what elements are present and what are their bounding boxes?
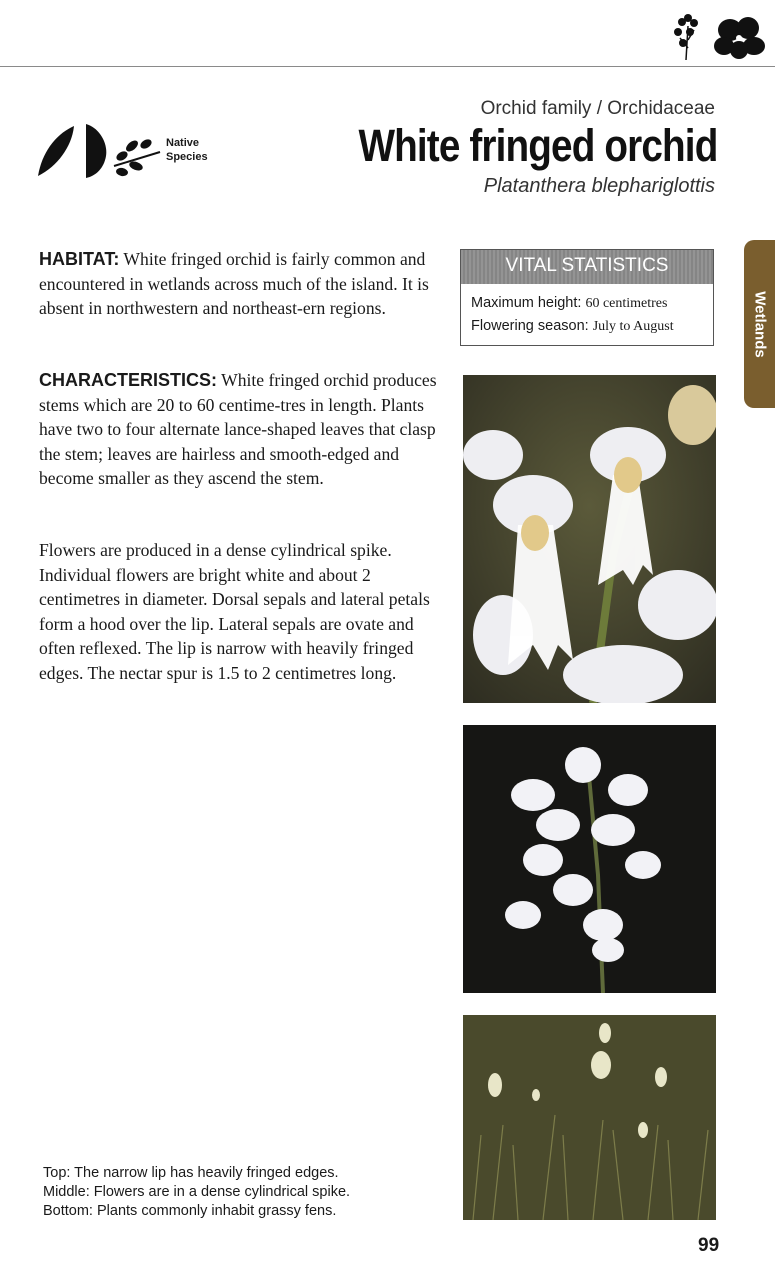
caption-bottom: Bottom: Plants commonly inhabit grassy fens.: [43, 1203, 337, 1219]
habitat-paragraph: [39, 247, 439, 321]
native-label-line1: Native: [166, 137, 200, 149]
native-label-line2: Species: [166, 151, 208, 163]
flower-cluster-icon: [674, 14, 698, 60]
max-height-value: 60 centimetres: [585, 296, 668, 311]
caption-middle: Middle: Flowers are in a dense cylindrical spike.: [43, 1184, 351, 1200]
page-title: White fringed orchid: [357, 120, 717, 171]
flowering-season-row: [471, 318, 674, 335]
broad-leaf-icon: [86, 124, 106, 178]
characteristics-paragraph: [39, 368, 439, 491]
top-rule: [0, 66, 775, 67]
photo-bottom-fen-habitat: [463, 1015, 716, 1220]
vital-statistics-box: [460, 249, 714, 346]
max-height-row: [471, 295, 667, 312]
habitat-text: White fringed orchid is fairly common and encountered in wetlands across much of the island. It is absent in northwestern and northeast-ern regions.: [39, 249, 429, 318]
characteristics-text: White fringed orchid produces stems which are 20 to 60 centime-tres in length. Plants have two to four alternate lance-shaped leaves that clasp the stem; leaves are hairless and smooth-edged and become smaller as they ascend the stem.: [39, 370, 437, 488]
section-tab-wetlands[interactable]: [744, 240, 775, 408]
violet-flower-icon: [714, 17, 765, 59]
photo-top-flower-closeup: [463, 375, 716, 703]
vital-statistics-title: VITAL STATISTICS: [461, 250, 713, 284]
characteristics-heading: CHARACTERISTICS:: [39, 370, 217, 390]
category-icons: [668, 8, 772, 64]
habit-icons: [36, 122, 164, 180]
photo-middle-flower-spike: [463, 725, 716, 993]
scientific-name: Platanthera blephariglottis: [483, 175, 715, 197]
native-species-label: [166, 136, 208, 164]
flowers-paragraph: Flowers are produced in a dense cylindrical spike. Individual flowers are bright white and about 2 centimetres in diameter. Dorsal sepals and lateral petals form a hood over the lip. Lateral sepals are ovate and often reflexed. The lip is narrow with heavily fringed edges. The nectar spur is 1.5 to 2 centimetres long.: [39, 540, 430, 683]
photo-captions: [43, 1164, 350, 1221]
section-tab-label: Wetlands: [751, 290, 769, 358]
caption-top: Top: The narrow lip has heavily fringed edges.: [43, 1165, 339, 1181]
family-name: Orchid family / Orchidaceae: [480, 98, 715, 119]
max-height-label: Maximum height:: [471, 295, 582, 311]
narrow-leaf-icon: [38, 126, 74, 176]
flowering-season-value: July to August: [592, 319, 674, 334]
sprig-icon: [114, 138, 160, 177]
flowering-season-label: Flowering season:: [471, 318, 589, 334]
page-number: 99: [698, 1235, 720, 1256]
habitat-heading: HABITAT:: [39, 249, 120, 269]
